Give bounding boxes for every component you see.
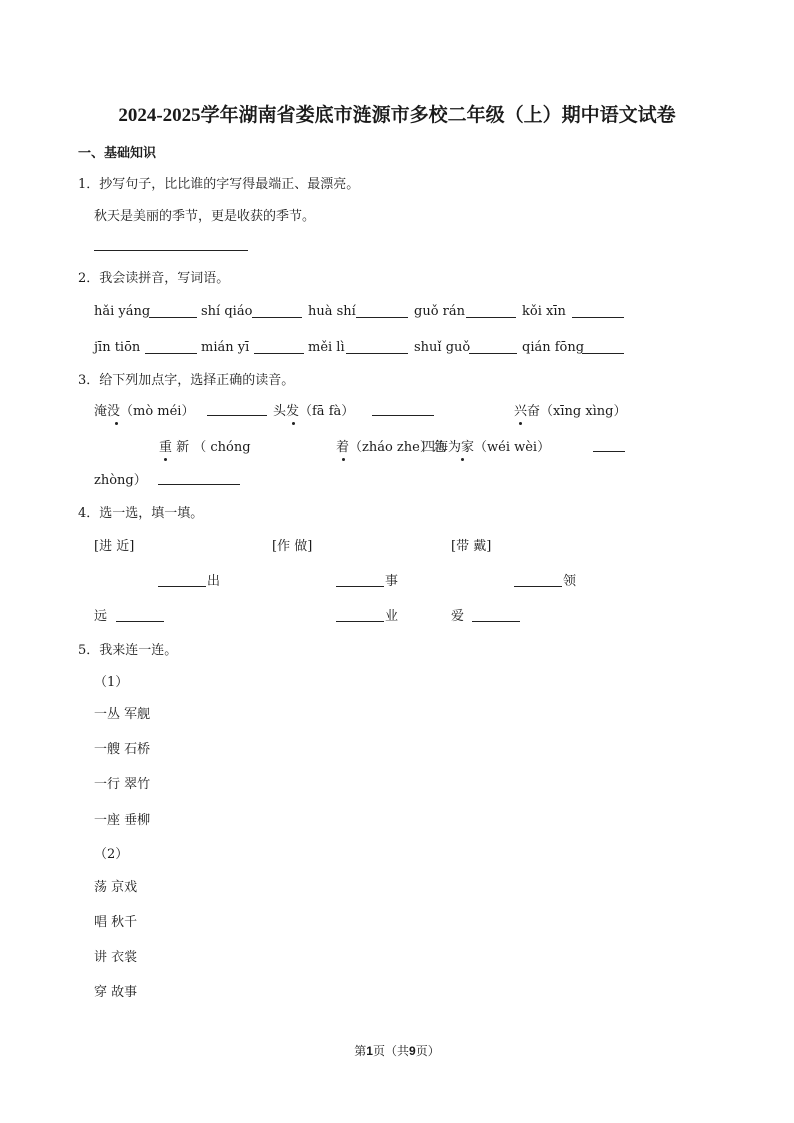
answer-blank[interactable]	[336, 609, 384, 622]
pinyin-item: shuǐ guǒ	[414, 340, 471, 355]
fill-word: 爱	[451, 609, 465, 624]
word-choice-group: [带 戴]	[451, 539, 492, 554]
answer-blank[interactable]	[149, 305, 197, 318]
question-4-stem: 4．选一选，填一填。	[78, 506, 204, 521]
pinyin-item: guǒ rán	[414, 304, 465, 319]
reading-item: zhòng）	[94, 473, 147, 488]
match-item: 一座 垂柳	[94, 813, 151, 828]
emphasis-dot	[164, 458, 167, 461]
pinyin-item: mián yī	[201, 340, 250, 355]
fill-word: 远	[94, 609, 108, 624]
question-3-stem: 3．给下列加点字，选择正确的读音。	[78, 373, 295, 388]
word-choice-group: [进 近]	[94, 539, 135, 554]
answer-blank[interactable]	[254, 341, 304, 354]
answer-blank[interactable]	[207, 403, 267, 416]
answer-blank[interactable]	[469, 341, 517, 354]
emphasis-dot	[292, 422, 295, 425]
sub-part-label: （1）	[94, 675, 129, 690]
pinyin-item: kǒi xīn	[522, 304, 566, 319]
match-item: 唱 秋千	[94, 915, 138, 930]
reading-item: 头发（fā fà）	[273, 404, 355, 419]
reading-item: 四海为家（wéi wèi）	[422, 440, 551, 455]
emphasis-dot	[519, 422, 522, 425]
pinyin-item: jīn tiōn	[94, 340, 141, 355]
sub-part-label: （2）	[94, 847, 129, 862]
pinyin-item: qián fōng	[522, 340, 585, 355]
pinyin-item: shí qiáo	[201, 304, 253, 319]
match-item: 穿 故事	[94, 985, 138, 1000]
fill-word: 业	[385, 609, 399, 624]
match-item: 一艘 石桥	[94, 742, 151, 757]
answer-blank[interactable]	[252, 305, 302, 318]
word-choice-group: [作 做]	[272, 539, 313, 554]
answer-blank[interactable]	[582, 341, 624, 354]
match-item: 荡 京戏	[94, 880, 138, 895]
page-title: 2024-2025学年湖南省娄底市涟源市多校二年级（上）期中语文试卷	[118, 105, 676, 126]
answer-blank[interactable]	[593, 439, 625, 452]
emphasis-dot	[461, 458, 464, 461]
reading-item: 淹没（mò méi）	[94, 404, 195, 419]
section-heading: 一、基础知识	[78, 146, 157, 161]
match-item: 一行 翠竹	[94, 777, 151, 792]
question-2-stem: 2．我会读拼音，写词语。	[78, 271, 230, 286]
pinyin-item: hǎi yáng	[94, 304, 151, 319]
emphasis-dot	[342, 458, 345, 461]
match-item: 一丛 军舰	[94, 707, 151, 722]
fill-word: 事	[385, 574, 399, 589]
pinyin-item: měi lì	[308, 340, 345, 355]
answer-blank[interactable]	[145, 341, 197, 354]
answer-blank[interactable]	[116, 609, 164, 622]
reading-item: 重 新 （ chóng	[159, 440, 251, 455]
page-footer: 第1页（共9页）	[354, 1044, 440, 1058]
question-5-stem: 5．我来连一连。	[78, 643, 178, 658]
answer-blank[interactable]	[466, 305, 516, 318]
reading-item: 着（zháo zhe）急	[336, 440, 446, 455]
answer-blank[interactable]	[336, 574, 384, 587]
fill-word: 出	[207, 574, 221, 589]
question-1-sentence: 秋天是美丽的季节，更是收获的季节。	[94, 209, 316, 224]
answer-blank[interactable]	[158, 574, 206, 587]
answer-blank[interactable]	[472, 609, 520, 622]
answer-blank[interactable]	[158, 472, 240, 485]
answer-blank[interactable]	[94, 238, 248, 251]
reading-item: 兴奋（xīng xìng）	[514, 404, 627, 419]
pinyin-item: huà shí	[308, 304, 356, 319]
fill-word: 领	[563, 574, 577, 589]
answer-blank[interactable]	[372, 403, 434, 416]
answer-blank[interactable]	[514, 574, 562, 587]
answer-blank[interactable]	[356, 305, 408, 318]
match-item: 讲 衣裳	[94, 950, 138, 965]
question-1-stem: 1．抄写句子，比比谁的字写得最端正、最漂亮。	[78, 177, 360, 192]
emphasis-dot	[115, 422, 118, 425]
answer-blank[interactable]	[572, 305, 624, 318]
answer-blank[interactable]	[346, 341, 408, 354]
